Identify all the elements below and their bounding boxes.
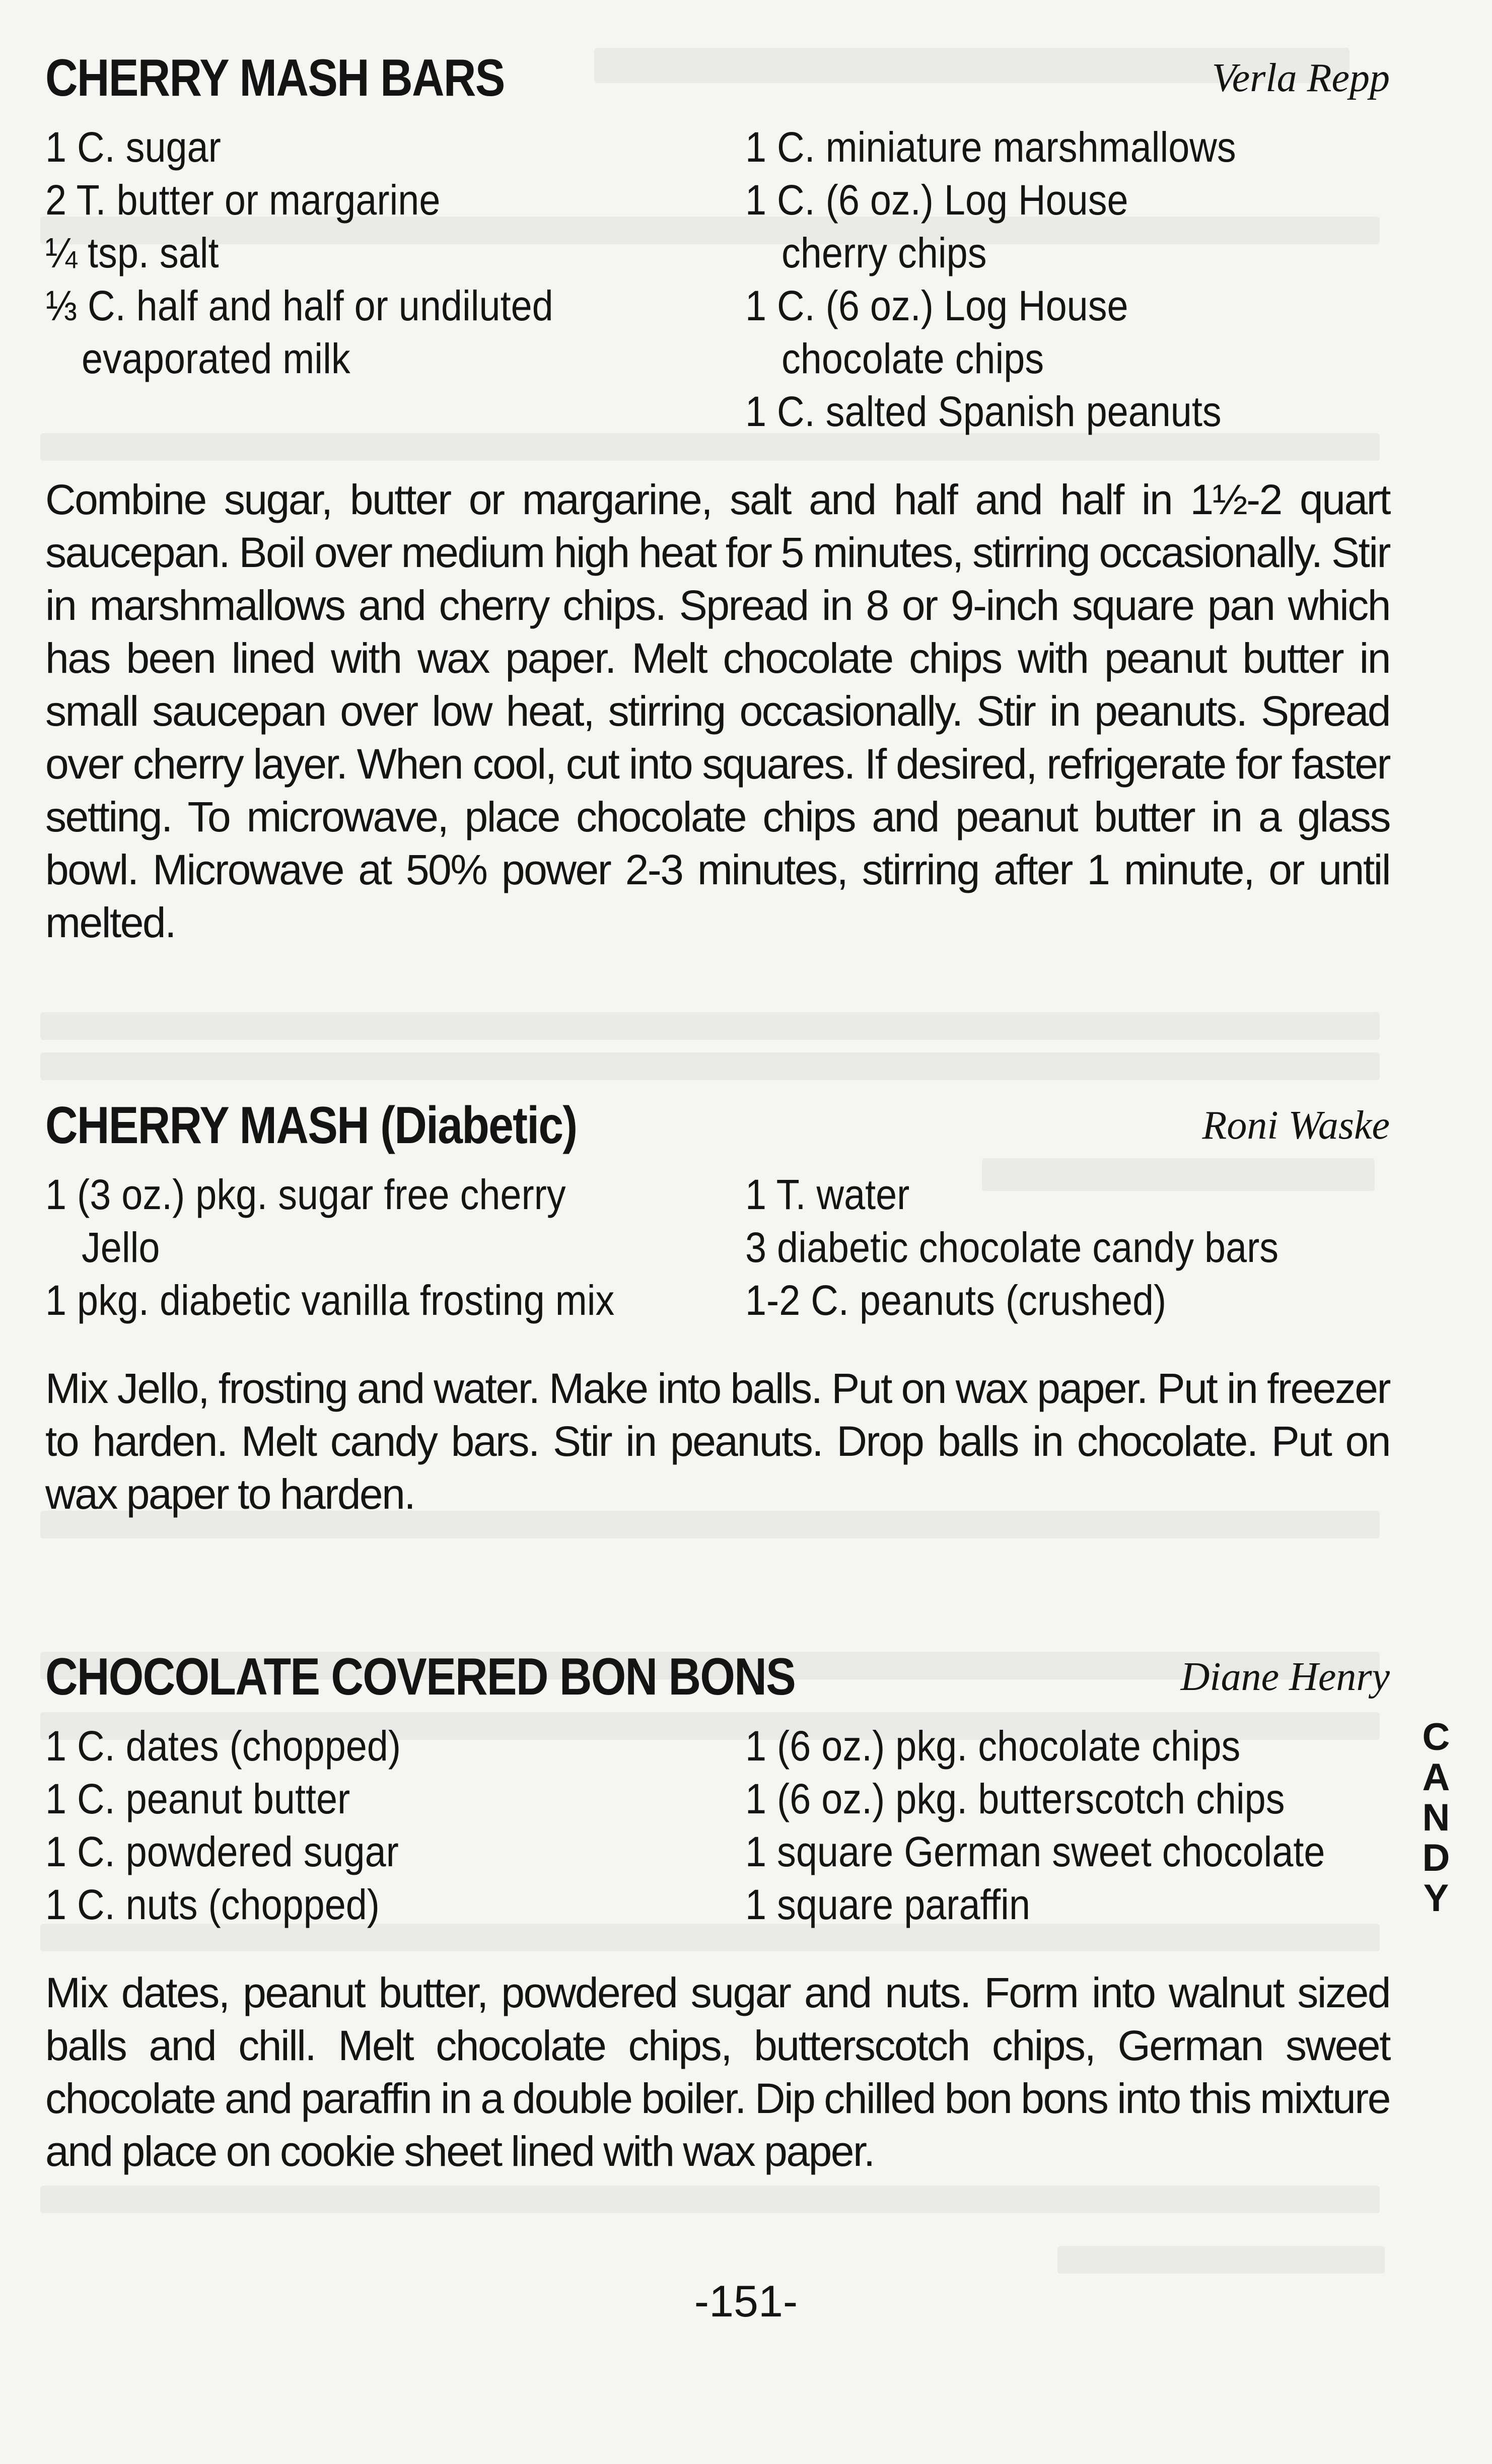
ingredient-item: 1 C. dates (chopped) [45, 1722, 401, 1770]
recipe-chocolate-covered-bon-bons [45, 1639, 1390, 2220]
ingredient-item: 1 T. water [745, 1171, 910, 1218]
ingredient-column-right [745, 1168, 1390, 1327]
recipe-title: CHERRY MASH (Diabetic) [45, 1096, 577, 1155]
ingredient-item: 1 square paraffin [745, 1881, 1031, 1928]
recipe-author: Verla Repp [1212, 56, 1390, 100]
ingredient-item: 1 square German sweet chocolate [745, 1828, 1325, 1875]
ingredient-item: 1 pkg. diabetic vanilla frosting mix [45, 1277, 615, 1324]
section-tab-letter: Y [1423, 1877, 1449, 1920]
recipe-directions: Combine sugar, butter or margarine, salt and half and half in 1½-2 quart saucepan. Boil over medium high heat for 5 minutes, stirring occasionally. Stir in marshmallows and cherry chips. Spread in 8 or 9-inch square pan which has been lined with wax paper. Melt chocolate chips with peanut butter in small saucepan over low heat, stirring occasionally. Stir in peanuts. Spread over cherry layer. When cool, cut into squares. If desired, refrigerate for faster setting. To microwave, place chocolate chips and peanut butter in a glass bowl. Microwave at 50% power 2-3 minutes, stirring after 1 minute, or until melted. [45, 476, 1390, 946]
ingredient-list [45, 1168, 1390, 1327]
ingredient-column-left [45, 1720, 745, 1931]
ingredient-item: 2 T. butter or margarine [45, 176, 441, 224]
ingredient-column-right [745, 1720, 1390, 1931]
recipe-author: Diane Henry [1180, 1655, 1390, 1699]
ingredient-item: 3 diabetic chocolate candy bars [745, 1224, 1279, 1271]
ingredient-item: 1 C. peanut butter [45, 1775, 350, 1822]
page-number: -151- [694, 2276, 798, 2326]
ingredient-item: 1 C. (6 oz.) Log House chocolate chips [745, 282, 1128, 382]
recipe-cherry-mash-diabetic [45, 1088, 1390, 1563]
ingredient-column-right [745, 121, 1390, 438]
ingredient-item: 1 C. powdered sugar [45, 1828, 399, 1875]
recipe-title: CHOCOLATE COVERED BON BONS [45, 1648, 796, 1706]
recipe-header [45, 1088, 1390, 1163]
section-tab-letter: D [1422, 1837, 1450, 1879]
ingredient-column-left [45, 121, 745, 438]
section-tab-letter: N [1422, 1796, 1450, 1839]
ingredient-item: 1 (6 oz.) pkg. butterscotch chips [745, 1775, 1285, 1822]
recipe-header [45, 1639, 1390, 1715]
section-tab-letter: A [1422, 1756, 1450, 1799]
ingredient-item: ⅓ C. half and half or undiluted evaporated milk [45, 282, 553, 382]
recipe-header [45, 40, 1390, 116]
recipe-title: CHERRY MASH BARS [45, 49, 505, 107]
ingredient-item: 1-2 C. peanuts (crushed) [745, 1277, 1167, 1324]
section-tab-letter: C [1422, 1716, 1450, 1758]
ingredient-item: 1 C. (6 oz.) Log House cherry chips [745, 176, 1128, 276]
ingredient-list [45, 121, 1390, 438]
ingredient-list [45, 1720, 1390, 1931]
ingredient-item: 1 C. sugar [45, 123, 221, 171]
ingredient-item: 1 C. miniature marshmallows [745, 123, 1236, 171]
ingredient-item: 1 (6 oz.) pkg. chocolate chips [745, 1722, 1241, 1770]
recipe-directions: Mix Jello, frosting and water. Make into balls. Put on wax paper. Put in freezer to harden. Melt candy bars. Stir in peanuts. Drop balls in chocolate. Put on wax paper to harden. [45, 1365, 1390, 1518]
ingredient-item: ¼ tsp. salt [45, 229, 219, 276]
ingredient-item: 1 C. nuts (chopped) [45, 1881, 380, 1928]
recipe-cherry-mash-bars [45, 40, 1390, 992]
section-tab-candy [1416, 1717, 1456, 1919]
ingredient-item: 1 (3 oz.) pkg. sugar free cherry Jello [45, 1171, 566, 1271]
ingredient-item: 1 C. salted Spanish peanuts [745, 388, 1222, 435]
recipe-author: Roni Waske [1202, 1103, 1390, 1148]
ingredient-column-left [45, 1168, 745, 1327]
recipe-directions: Mix dates, peanut butter, powdered sugar and nuts. Form into walnut sized balls and chill. Melt chocolate chips, butterscotch chips, German sweet chocolate and paraffin in a double boiler. Dip chilled bon bons into this mixture and place on cookie sheet lined with wax paper. [45, 1969, 1390, 2175]
